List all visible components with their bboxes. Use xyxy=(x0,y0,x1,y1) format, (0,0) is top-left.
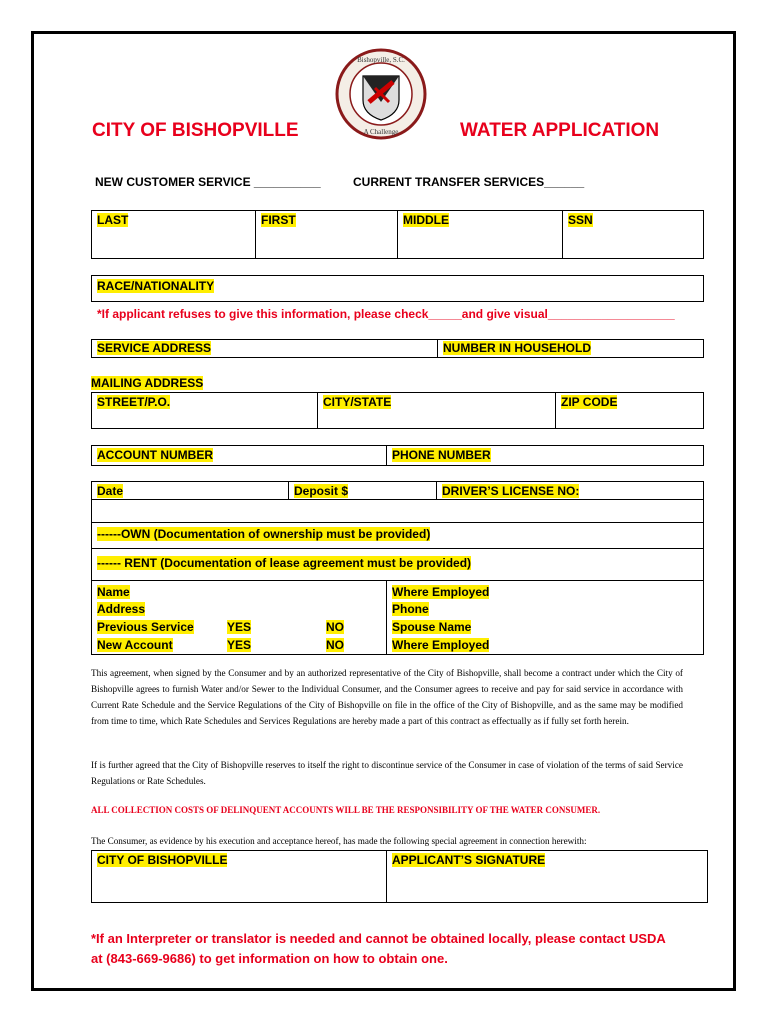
own-option[interactable]: ------OWN (Documentation of ownership must be provided) xyxy=(97,527,431,541)
svg-text:A Challenge: A Challenge xyxy=(363,128,399,136)
race-refusal-note: *If applicant refuses to give this information, please check_____and give visual___________________ xyxy=(97,307,675,321)
form-title: WATER APPLICATION xyxy=(460,120,660,141)
previous-service-yes[interactable]: YES xyxy=(227,620,252,634)
new-customer-service-field[interactable]: NEW CUSTOMER SERVICE __________ xyxy=(95,175,321,189)
zip-code-field[interactable]: ZIP CODE xyxy=(561,395,618,409)
drivers-license-field[interactable]: DRIVER’S LICENSE NO: xyxy=(442,484,580,498)
new-account-yes[interactable]: YES xyxy=(227,638,252,652)
middle-name-field[interactable]: MIDDLE xyxy=(403,213,449,227)
deposit-field[interactable]: Deposit $ xyxy=(294,484,349,498)
last-name-field[interactable]: LAST xyxy=(97,213,129,227)
address-field[interactable]: Address xyxy=(97,602,146,616)
agreement-paragraph: This agreement, when signed by the Consumer and by an authorized representative of the City of Bishopville, shall become a contract under which the City of Bishopville agrees to furnish Water and/or Sewer to the Individual Consumer, and the Consumer agrees to receive and pay for said service in accordance with Current Rate Schedule and the Service Regulations of the City of Bishopville on file in the office of the City of Bishopville, and as the same may be modified from time to time, which Rate Schedules and Services Regulations are hereby made a part of this contract as effectually as if fully set forth herein. xyxy=(91,668,683,726)
account-number-field[interactable]: ACCOUNT NUMBER xyxy=(97,448,213,462)
name-field[interactable]: Name xyxy=(97,585,130,599)
city-state-field[interactable]: CITY/STATE xyxy=(323,395,392,409)
service-address-field[interactable]: SERVICE ADDRESS xyxy=(97,341,212,355)
previous-service-label: Previous Service xyxy=(97,620,194,634)
phone-field[interactable]: Phone xyxy=(392,602,429,616)
city-seal-logo xyxy=(335,48,427,140)
interpreter-notice xyxy=(91,929,666,969)
mailing-address-heading: MAILING ADDRESS xyxy=(91,376,204,390)
date-field[interactable]: Date xyxy=(97,484,124,498)
special-agreement-text: The Consumer, as evidence by his execution and acceptance hereof, has made the following special agreement in connection herewith: xyxy=(91,836,587,846)
new-account-label: New Account xyxy=(97,638,173,652)
city-title: CITY OF BISHOPVILLE xyxy=(92,120,299,141)
discontinue-paragraph: If is further agreed that the City of Bishopville reserves to itself the right to discontinue service of the Consumer in case of violation of the terms of said Service Regulations or Rate Schedules. xyxy=(91,760,683,786)
city-signature-field[interactable]: CITY OF BISHOPVILLE xyxy=(97,853,228,867)
applicant-signature-field[interactable]: APPLICANT’S SIGNATURE xyxy=(392,853,546,867)
street-po-field[interactable]: STREET/P.O. xyxy=(97,395,171,409)
svg-text:Bishopville, S.C.: Bishopville, S.C. xyxy=(357,56,405,64)
household-number-field[interactable]: NUMBER IN HOUSEHOLD xyxy=(443,341,592,355)
where-employed-field[interactable]: Where Employed xyxy=(392,585,490,599)
spouse-name-field[interactable]: Spouse Name xyxy=(392,620,472,634)
spouse-where-employed-field[interactable]: Where Employed xyxy=(392,638,490,652)
race-nationality-field[interactable]: RACE/NATIONALITY xyxy=(97,279,215,293)
rent-option[interactable]: ------ RENT (Documentation of lease agreement must be provided) xyxy=(97,556,472,570)
current-transfer-services-field[interactable]: CURRENT TRANSFER SERVICES______ xyxy=(353,175,585,189)
ssn-field[interactable]: SSN xyxy=(568,213,593,227)
new-account-no[interactable]: NO xyxy=(326,638,344,652)
phone-number-field[interactable]: PHONE NUMBER xyxy=(392,448,491,462)
previous-service-no[interactable]: NO xyxy=(326,620,344,634)
first-name-field[interactable]: FIRST xyxy=(261,213,296,227)
interpreter-notice-line1: *If an Interpreter or translator is needed and cannot be obtained locally, please contact USDA xyxy=(91,931,666,946)
interpreter-notice-line2: at (843-669-9686) to get information on how to obtain one. xyxy=(91,951,448,966)
collection-costs-notice: ALL COLLECTION COSTS OF DELINQUENT ACCOUNTS WILL BE THE RESPONSIBILITY OF THE WATER CONSUMER. xyxy=(91,805,601,815)
